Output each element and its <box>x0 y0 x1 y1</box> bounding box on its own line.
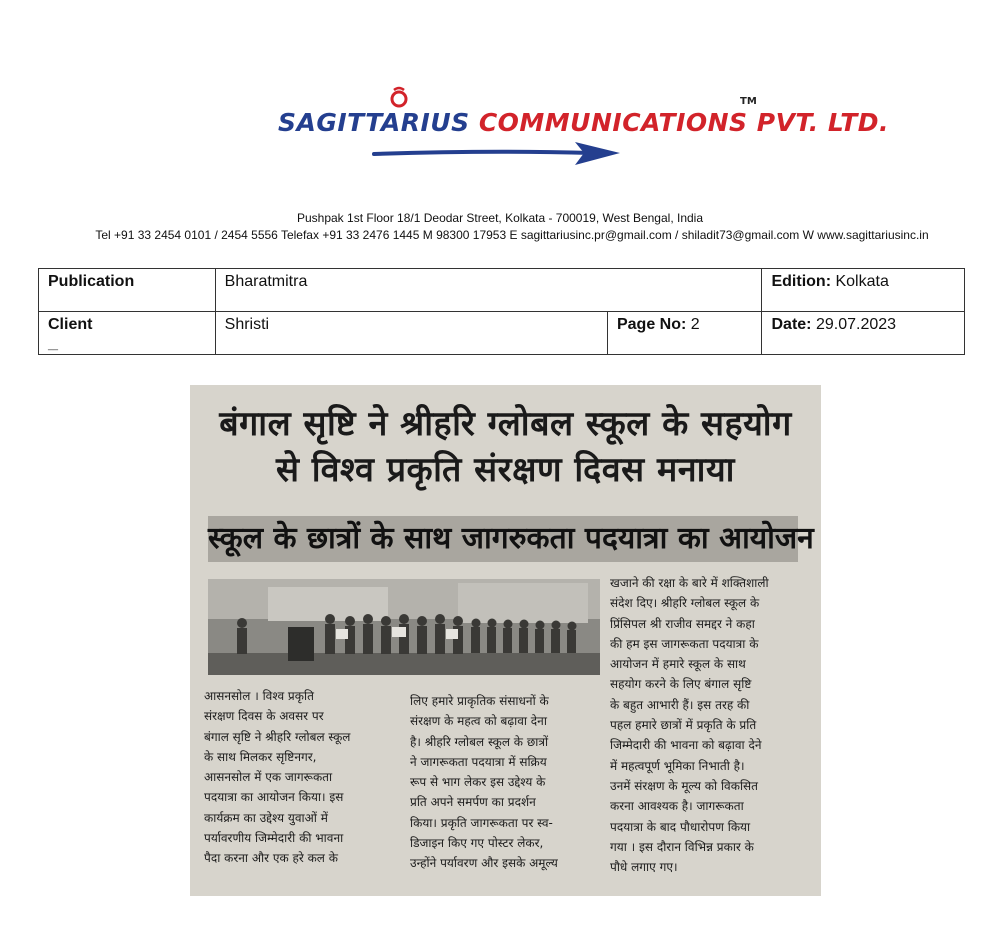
date-cell <box>762 312 965 355</box>
article-line: पैदा करना और एक हरे कल के <box>204 851 338 866</box>
publication-value: Bharatmitra <box>224 273 308 290</box>
subheadline: स्कूल के छात्रों के साथ जागरुकता पदयात्रा का आयोजन <box>208 516 798 562</box>
group-photo-icon <box>208 579 600 675</box>
article-line: पदयात्रा का आयोजन किया। इस <box>204 790 344 805</box>
article-line: में महत्वपूर्ण भूमिका निभाती है। <box>610 758 745 773</box>
article-line: सहयोग करने के लिए बंगाल सृष्टि <box>610 677 752 692</box>
article-line: रूप से भाग लेकर इस उद्देश्य के <box>410 775 546 790</box>
arrow-swoosh-icon <box>370 138 630 168</box>
under-mark: __ <box>48 340 58 351</box>
article-line: गया । इस दौरान विभिन्न प्रकार के <box>610 839 754 854</box>
article-line: ने जागरूकता पदयात्रा में सक्रिय <box>410 754 547 769</box>
article-line: लिए हमारे प्राकृतिक संसाधनों के <box>410 694 549 708</box>
page-label: Page No: <box>616 316 687 333</box>
publication-label-cell <box>39 269 216 312</box>
article-line: आयोजन में हमारे स्कूल के साथ <box>610 657 746 672</box>
article-line: करना आवश्यक है। जागरूकता <box>610 799 744 814</box>
article-column-3 <box>610 573 806 877</box>
client-value-cell <box>215 312 607 355</box>
edition-label: Edition: <box>771 273 832 290</box>
table-row <box>39 312 965 355</box>
newspaper-clipping <box>190 385 821 896</box>
trademark-symbol: TM <box>740 96 757 107</box>
article-line: संदेश दिए। श्रीहरि ग्लोबल स्कूल के <box>610 596 760 611</box>
edition-value: Kolkata <box>835 273 889 290</box>
headline-line-1: बंगाल सृष्टि ने श्रीहरि ग्लोबल स्कूल के सहयोग <box>219 404 792 444</box>
article-line: उनमें संरक्षण के मूल्य को विकसित <box>610 778 759 793</box>
article-line: प्रति अपने समर्पण का प्रदर्शन <box>410 795 536 810</box>
article-line: आसनसोल । विश्व प्रकृति <box>204 689 314 703</box>
article-line: डिजाइन किए गए पोस्टर लेकर, <box>410 836 544 851</box>
article-line: आसनसोल में एक जागरूकता <box>204 770 333 785</box>
client-label-cell <box>39 312 216 355</box>
logo-word-communications: COMMUNICATIONS PVT. LTD. <box>478 108 890 137</box>
publication-info-table <box>38 268 965 355</box>
article-line: कार्यक्रम का उद्देश्य युवाओं में <box>204 810 328 825</box>
article-line: उन्होंने पर्यावरण और इसके अमूल्य <box>410 856 558 871</box>
article-line: संरक्षण दिवस के अवसर पर <box>204 709 324 724</box>
page-cell <box>607 312 762 355</box>
contact-line: Tel +91 33 2454 0101 / 2454 5556 Telefax +91 33 2476 1445 M 98300 17953 E sagittariusinc.pr@gmail.com / shiladit73@gmail.com W www.sagittariusinc.in <box>95 228 929 242</box>
article-column-1 <box>204 686 392 869</box>
article-line: जिम्मेदारी की भावना को बढ़ावा देने <box>610 738 762 753</box>
headline-line-2: से विश्व प्रकृति संरक्षण दिवस मनाया <box>275 450 735 490</box>
table-row <box>39 269 965 312</box>
article-line: संरक्षण के महत्व को बढ़ावा देना <box>410 714 547 729</box>
article-line: की हम इस जागरूकता पदयात्रा के <box>610 636 759 651</box>
article-line: के साथ मिलकर सृष्टिनगर, <box>204 749 317 764</box>
article-line: है। श्रीहरि ग्लोबल स्कूल के छात्रों <box>410 734 549 749</box>
article-line: पौधे लगाए गए। <box>610 860 678 875</box>
article-line: पहल हमारे छात्रों में प्रकृति के प्रति <box>610 718 757 733</box>
address-line: Pushpak 1st Floor 18/1 Deodar Street, Kolkata - 700019, West Bengal, India <box>296 211 704 225</box>
publication-value-cell <box>215 269 762 312</box>
article-line: किया। प्रकृति जागरूकता पर स्व- <box>410 815 553 830</box>
article-column-2 <box>410 691 598 874</box>
client-label: Client <box>48 316 93 333</box>
date-label: Date: <box>771 316 812 333</box>
article-line: पदयात्रा के बाद पौधारोपण किया <box>610 819 751 834</box>
event-photo <box>208 579 600 675</box>
publication-label: Publication <box>48 273 135 290</box>
company-logo <box>270 80 890 180</box>
page-value: 2 <box>690 316 700 333</box>
article-line: खजाने की रक्षा के बारे में शक्तिशाली <box>610 576 769 590</box>
client-value: Shristi <box>224 316 270 333</box>
article-line: बंगाल सृष्टि ने श्रीहरि ग्लोबल स्कूल <box>204 729 351 744</box>
logo-wordmark <box>278 108 889 137</box>
edition-cell <box>762 269 965 312</box>
article-line: के बहुत आभारी हैं। इस तरह की <box>610 697 750 712</box>
article-line: पर्यावरणीय जिम्मेदारी की भावना <box>204 831 344 846</box>
date-value: 29.07.2023 <box>815 316 897 333</box>
logo-word-sagittarius: SAGITTARIUS <box>278 108 479 137</box>
archer-mark-icon <box>388 86 410 110</box>
article-line: प्रिंसिपल श्री राजीव समद्दर ने कहा <box>610 616 755 631</box>
